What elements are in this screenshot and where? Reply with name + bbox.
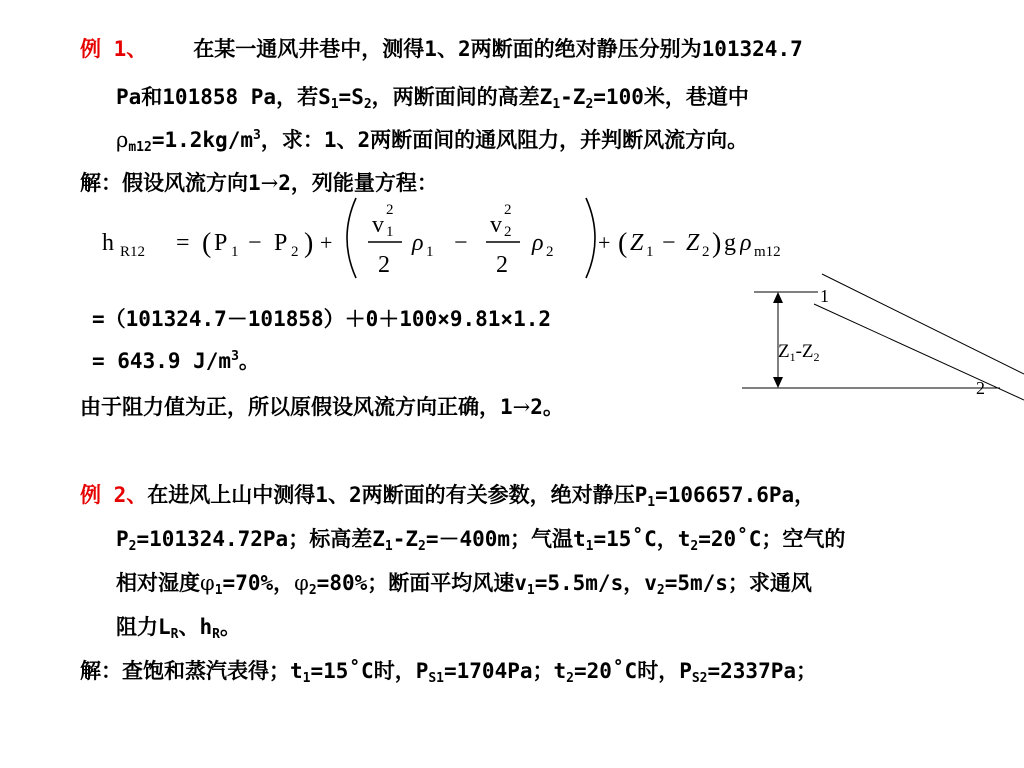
section-2-label: 2: [976, 378, 985, 398]
subscript: 2: [417, 539, 426, 554]
formula-p2: P: [274, 230, 288, 256]
arrow-down-icon: [773, 377, 783, 388]
ex2-text: 相对湿度: [116, 571, 200, 595]
ex2-line-1: [80, 480, 815, 510]
ex2-text: 阻力L: [116, 615, 171, 639]
conclusion-text: 2。: [530, 395, 564, 419]
subscript: 1: [384, 539, 393, 554]
ex2-text: =15˚C时，P: [310, 659, 429, 683]
ex2-line-3: [116, 568, 812, 598]
ex2-text: =－400m；气温t: [425, 527, 586, 551]
formula-paren: (: [202, 228, 212, 259]
subscript: 1: [526, 583, 535, 598]
formula-subscript: 2: [291, 244, 299, 260]
ex2-text: 。: [219, 615, 241, 639]
subscript: 2: [656, 583, 665, 598]
subscript: 1: [552, 97, 561, 112]
subscript: 1: [789, 350, 796, 364]
arrow-up-icon: [773, 292, 783, 303]
formula-superscript: 2: [504, 202, 512, 218]
ex1-text: ，求：1、2两断面间的通风阻力，并判断风流方向。: [260, 128, 749, 152]
ex2-text: =106657.6Pa，: [655, 483, 816, 507]
ex2-text: =5.5m/s，v: [534, 571, 657, 595]
subscript: 2: [566, 671, 574, 686]
formula-h-subscript: R12: [120, 244, 146, 260]
ex2-line-2: [116, 524, 845, 554]
subscript: 1: [214, 583, 223, 598]
formula-paren: (: [618, 228, 628, 259]
formula-v2: v: [490, 212, 502, 238]
subscript: 1: [585, 539, 594, 554]
roadway-diagram: [740, 270, 1024, 410]
formula-subscript: 2: [702, 244, 710, 260]
z-letter: Z: [778, 341, 790, 362]
formula-big-right-paren: [586, 198, 595, 278]
ex1-calc-1: [92, 304, 551, 334]
formula-z2: Z: [686, 230, 700, 256]
formula-h: h: [102, 230, 114, 256]
ex2-line-4: [116, 612, 241, 642]
ex1-line-2: [116, 82, 749, 112]
superscript: 3: [231, 349, 239, 364]
ex2-label: 例 2、: [80, 483, 148, 507]
subscript: 2: [813, 350, 820, 364]
ex2-solution: [80, 656, 817, 686]
formula-plus: +: [598, 230, 611, 255]
calc-text: =（101324.7－101858）＋0＋100×9.81×1.2: [92, 307, 552, 331]
subscript: S1: [428, 671, 444, 686]
ex1-problem-text-1: 在某一通风井巷中，测得1、2两断面的绝对静压分别为101324.7: [193, 37, 803, 61]
ex2-text: -Z: [392, 527, 418, 551]
phi-symbol: φ: [200, 571, 215, 595]
ex1-text: =1.2kg/m: [151, 128, 253, 152]
formula-paren: ): [304, 228, 314, 259]
subscript: 2: [128, 539, 137, 554]
formula-subscript: 1: [386, 224, 394, 240]
formula-big-left-paren: [347, 198, 356, 278]
calc-text: = 643.9 J/m: [92, 349, 232, 373]
ex1-text: =100米，巷道中: [593, 85, 749, 109]
energy-equation: [100, 192, 740, 284]
ex1-text: =S: [338, 85, 364, 109]
formula-superscript: 2: [386, 202, 394, 218]
ex1-line-1: [80, 34, 803, 64]
ex1-label: 例 1、: [80, 37, 148, 61]
subscript: m12: [128, 140, 152, 155]
ex2-text: =70%，: [222, 571, 295, 595]
formula-denominator: 2: [378, 252, 390, 278]
subscript: S2: [691, 671, 708, 686]
formula-minus: −: [662, 230, 676, 256]
formula-subscript: m12: [754, 244, 781, 260]
ex2-text: =20˚C时，P: [573, 659, 692, 683]
formula-rho3: ρ: [740, 230, 752, 256]
subscript: 2: [308, 583, 317, 598]
height-diff-label: [778, 341, 820, 364]
ex1-text: -Z: [560, 85, 586, 109]
roadway-upper-wall: [822, 274, 1024, 374]
formula-subscript: 1: [231, 244, 239, 260]
conclusion-text: 由于阻力值为正，所以原假设风流方向正确，1: [80, 395, 513, 419]
ex2-text: 解：查饱和蒸汽表得；t: [80, 659, 303, 683]
formula-z1: Z: [630, 230, 644, 256]
ex2-text: =1704Pa；t: [444, 659, 567, 683]
formula-minus: −: [454, 230, 468, 256]
formula-g: g: [724, 230, 736, 256]
ex1-text: 解：假设风流方向1: [80, 171, 261, 195]
formula-rho1: ρ: [412, 230, 424, 256]
ex2-text: =101324.72Pa；标高差Z: [136, 527, 385, 551]
ex1-text: ，两断面间的高差Z: [371, 85, 553, 109]
formula-plus: +: [320, 230, 333, 255]
ex1-text: Pa和101858 Pa，若S: [116, 85, 331, 109]
subscript: 1: [330, 97, 339, 112]
superscript: 3: [253, 128, 261, 143]
subscript: R: [170, 627, 179, 642]
ex1-conclusion: [80, 392, 564, 422]
phi-symbol: φ: [294, 571, 309, 595]
formula-equals: =: [176, 230, 190, 256]
ex1-line-3: [116, 125, 748, 155]
section-1-label: 1: [820, 286, 829, 306]
subscript: 1: [302, 671, 311, 686]
ex2-text: =2337Pa；: [707, 659, 818, 683]
ex1-text: 2，列能量方程：: [278, 171, 438, 195]
ex2-text: =80%；断面平均风速v: [316, 571, 527, 595]
ex1-calc-2: [92, 346, 260, 376]
right-arrow-icon: →: [260, 171, 279, 195]
ex2-text: 在进风上山中测得1、2两断面的有关参数，绝对静压P: [147, 483, 648, 507]
formula-p1: P: [214, 230, 228, 256]
formula-denominator: 2: [496, 252, 508, 278]
formula-minus: −: [248, 230, 262, 256]
formula-subscript: 1: [646, 244, 654, 260]
subscript: 1: [647, 495, 656, 510]
roadway-lower-wall: [814, 304, 1024, 400]
right-arrow-icon: →: [512, 395, 531, 419]
formula-subscript: 1: [426, 244, 434, 260]
ex2-text: =15˚C，t: [593, 527, 691, 551]
z-letter: -Z: [795, 341, 814, 362]
rho-symbol: ρ: [116, 128, 129, 152]
subscript: 2: [363, 97, 372, 112]
formula-subscript: 2: [504, 224, 512, 240]
ex2-text: P: [116, 527, 129, 551]
calc-text: 。: [238, 349, 260, 373]
formula-rho2: ρ: [532, 230, 544, 256]
ex2-text: =20˚C；空气的: [698, 527, 846, 551]
subscript: 2: [690, 539, 699, 554]
formula-paren: ): [712, 228, 722, 259]
subscript: 2: [585, 97, 594, 112]
ex2-text: =5m/s；求通风: [664, 571, 812, 595]
ex2-text: 、h: [178, 615, 213, 639]
subscript: R: [212, 627, 220, 642]
formula-subscript: 2: [546, 244, 554, 260]
formula-v1: v: [372, 212, 384, 238]
